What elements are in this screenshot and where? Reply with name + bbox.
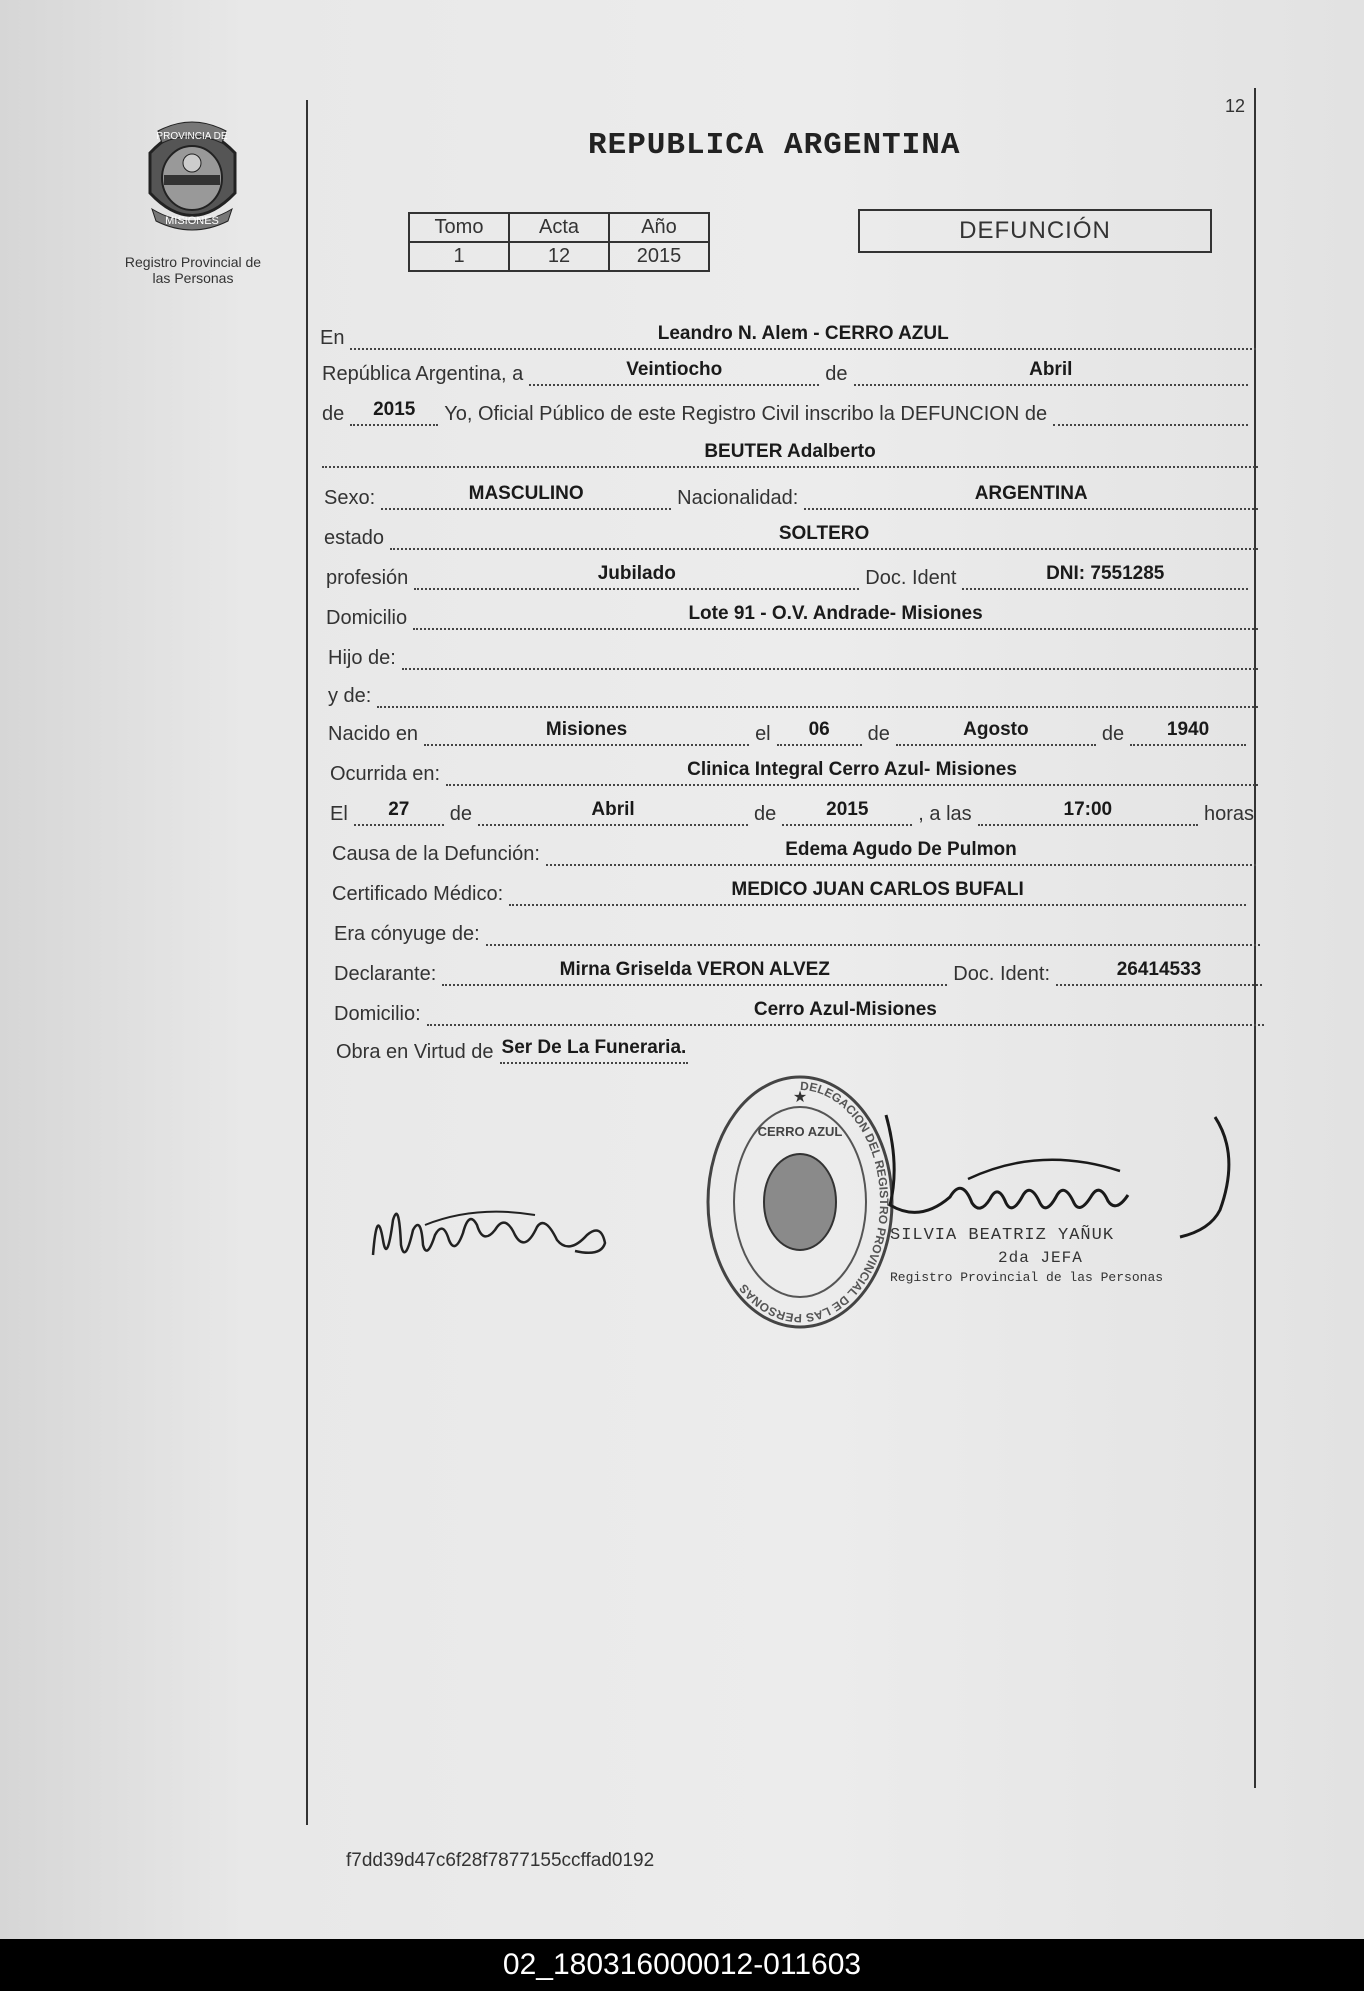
line-hijo: [328, 642, 1258, 670]
decl-domicilio-label: Domicilio:: [334, 1003, 421, 1025]
hijo-value: [402, 642, 1258, 670]
obra-value: Ser De La Funeraria.: [500, 1036, 689, 1064]
inscribo-text: Yo, Oficial Público de este Registro Civil inscribo la DEFUNCION de: [444, 403, 1048, 425]
nacionalidad-value: ARGENTINA: [804, 482, 1258, 510]
nombre-value: BEUTER Adalberto: [322, 440, 1258, 468]
fallec-mes: Abril: [478, 798, 748, 826]
fallec-anio: 2015: [782, 798, 912, 826]
sexo-value: MASCULINO: [381, 482, 671, 510]
signature-office: Registro Provincial de las Personas: [890, 1270, 1164, 1285]
certificado-label: Certificado Médico:: [332, 883, 504, 905]
line-certificado: [332, 878, 1246, 906]
de-label-6: de: [754, 803, 777, 825]
signature-name: SILVIA BEATRIZ YAÑUK: [890, 1226, 1115, 1245]
domicilio-value: Lote 91 - O.V. Andrade- Misiones: [413, 602, 1258, 630]
line-inscribo: [322, 398, 1248, 426]
line-ocurrida: [330, 758, 1258, 786]
line-fecha: [322, 358, 1248, 386]
nacido-anio: 1940: [1130, 718, 1246, 746]
register-header-anio: Año: [609, 213, 709, 242]
mes-value: Abril: [854, 358, 1249, 386]
yde-label: y de:: [328, 685, 372, 707]
register-value-acta: 12: [509, 242, 609, 271]
svg-text:MISIONES: MISIONES: [165, 215, 219, 227]
line-nombre: [322, 440, 1258, 468]
de-label-5: de: [449, 803, 473, 825]
anio-value: 2015: [350, 398, 438, 426]
de-label-2: de: [322, 403, 345, 425]
footer-code-bar: [0, 1939, 1364, 1991]
line-estado: [324, 522, 1258, 550]
document-hash: f7dd39d47c6f28f7877155ccffad0192: [346, 1850, 655, 1871]
document-title: REPUBLICA ARGENTINA: [588, 128, 961, 163]
yde-value: [377, 680, 1258, 708]
fallec-hora: 17:00: [978, 798, 1198, 826]
el-label: el: [755, 723, 771, 745]
register-header-acta: Acta: [509, 213, 609, 242]
doc-label: Doc. Ident: [865, 567, 957, 589]
declarante-value: Mirna Griselda VERON ALVEZ: [442, 958, 947, 986]
nacido-dia: 06: [777, 718, 862, 746]
line-yde: [328, 680, 1258, 708]
line-sexo: [324, 482, 1258, 510]
svg-text:★: ★: [792, 1089, 808, 1106]
decl-doc-label: Doc. Ident:: [953, 963, 1050, 985]
line-profesion: [326, 562, 1248, 590]
svg-text:PROVINCIA DE: PROVINCIA DE: [156, 131, 228, 142]
record-type-box: DEFUNCIÓN: [858, 209, 1212, 253]
horas-label: horas: [1203, 803, 1254, 825]
conyuge-label: Era cónyuge de:: [334, 923, 480, 945]
svg-text:CERRO AZUL: CERRO AZUL: [757, 1124, 843, 1139]
register-header-tomo: Tomo: [409, 213, 509, 242]
register-value-anio: 2015: [609, 242, 709, 271]
line-fallecimiento: [330, 798, 1260, 826]
en-value: Leandro N. Alem - CERRO AZUL: [350, 322, 1256, 350]
inscribo-blank: [1053, 398, 1248, 426]
conyuge-value: [486, 918, 1260, 946]
declarante-label: Declarante:: [334, 963, 437, 985]
decl-domicilio-value: Cerro Azul-Misiones: [427, 998, 1264, 1026]
hijo-label: Hijo de:: [328, 647, 396, 669]
line-domicilio: [326, 602, 1258, 630]
dia-value: Veintiocho: [529, 358, 819, 386]
signature-role: 2da JEFA: [998, 1249, 1083, 1267]
en-label: En: [320, 327, 345, 349]
misiones-coat-of-arms-logo: [130, 113, 255, 238]
causa-label: Causa de la Defunción:: [332, 843, 540, 865]
sexo-label: Sexo:: [324, 487, 376, 509]
domicilio-label: Domicilio: [326, 607, 408, 629]
ocurrida-value: Clinica Integral Cerro Azul- Misiones: [446, 758, 1258, 786]
nacido-mes: Agosto: [896, 718, 1096, 746]
svg-text:DELEGACION DEL REGISTRO PROVIN: DELEGACION DEL REGISTRO PROVINCIAL DE LAS PERSONAS: [736, 1078, 891, 1326]
profesion-value: Jubilado: [414, 562, 859, 590]
register-value-tomo: 1: [409, 242, 509, 271]
fallec-dia: 27: [354, 798, 444, 826]
line-causa: [332, 838, 1256, 866]
line-declarante: [334, 958, 1262, 986]
de-label-3: de: [867, 723, 890, 745]
de-label-4: de: [1101, 723, 1125, 745]
logo-caption-line-1: Registro Provincial de: [124, 254, 262, 270]
estado-label: estado: [324, 527, 385, 549]
left-margin-rule: [306, 100, 308, 1825]
logo-caption-line-2: las Personas: [152, 270, 234, 286]
line-nacido: [328, 718, 1246, 746]
certificado-value: MEDICO JUAN CARLOS BUFALI: [509, 878, 1246, 906]
footer-code: 02_180316000012-011603: [502, 1948, 862, 1981]
el-upper-label: El: [330, 803, 348, 825]
nacido-label: Nacido en: [328, 723, 419, 745]
de-label-1: de: [825, 363, 848, 385]
line-conyuge: [334, 918, 1260, 946]
line-en: [320, 322, 1256, 350]
nacionalidad-label: Nacionalidad:: [677, 487, 799, 509]
register-table: [408, 212, 710, 272]
doc-value: DNI: 7551285: [962, 562, 1248, 590]
decl-doc-value: 26414533: [1056, 958, 1262, 986]
alas-label: , a las: [918, 803, 972, 825]
profesion-label: profesión: [326, 567, 409, 589]
logo-caption: [108, 254, 278, 286]
official-stamp: [700, 1070, 900, 1335]
estado-value: SOLTERO: [390, 522, 1258, 550]
ocurrida-label: Ocurrida en:: [330, 763, 441, 785]
line-decl-domicilio: [334, 998, 1264, 1026]
declarant-signature: [365, 1185, 615, 1285]
causa-value: Edema Agudo De Pulmon: [546, 838, 1256, 866]
nacido-lugar: Misiones: [424, 718, 749, 746]
line-obra: [336, 1036, 836, 1064]
republica-label: República Argentina, a: [322, 363, 524, 385]
page-number: 12: [1225, 96, 1246, 116]
obra-label: Obra en Virtud de: [336, 1041, 494, 1063]
